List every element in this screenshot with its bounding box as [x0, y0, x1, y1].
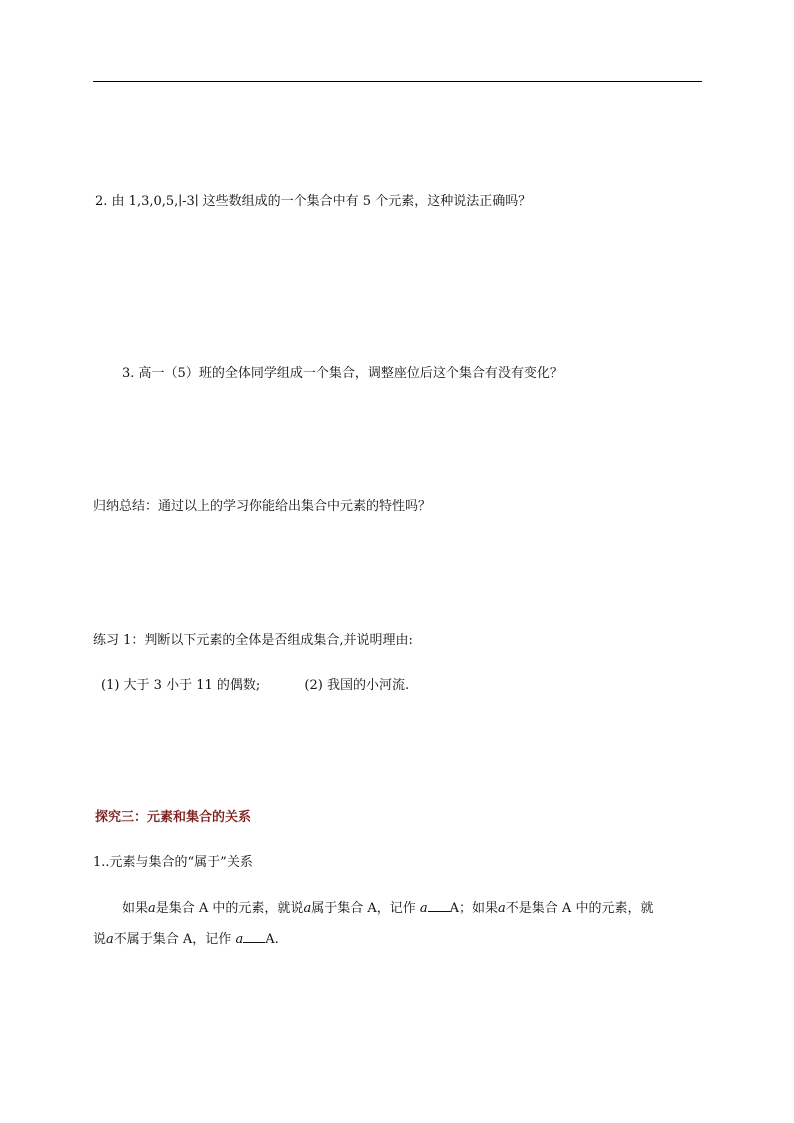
- header-rule: [93, 81, 702, 82]
- fill-blank: [243, 930, 265, 943]
- practice-item-2: (2) 我国的小河流.: [304, 678, 410, 693]
- variable-a: a: [498, 901, 506, 916]
- variable-a: a: [106, 932, 114, 947]
- variable-a: a: [235, 932, 244, 947]
- question-2-text: 由 1,3,0,5,∣-3∣ 这些数组成的一个集合中有 5 个元素，这种说法正确吗？: [111, 194, 532, 209]
- fill-blank: [428, 899, 450, 912]
- membership-paragraph-line-1: [122, 899, 653, 918]
- practice-item-1: (1) 大于 3 小于 11 的偶数;: [101, 678, 261, 693]
- question-3-number: 3.: [122, 366, 135, 381]
- para1-text-4: A；如果: [449, 901, 499, 916]
- para2-text-3: A.: [265, 932, 279, 947]
- question-3: [122, 365, 563, 383]
- section-heading: 探究三：元素和集合的关系: [95, 810, 252, 825]
- membership-paragraph-line-2: [93, 930, 279, 949]
- para2-text-2: 不属于集合 A，记作: [113, 932, 232, 947]
- question-2: [95, 193, 531, 211]
- para1-text-5: 不是集合 A 中的元素，就: [505, 901, 654, 916]
- para1-text-1: 如果: [122, 901, 149, 916]
- question-2-number: 2.: [95, 194, 108, 209]
- variable-a: a: [148, 901, 156, 916]
- para2-text-1: 说: [93, 932, 107, 947]
- question-3-text: 高一（5）班的全体同学组成一个集合，调整座位后这个集合有没有变化？: [138, 366, 563, 381]
- variable-a: a: [419, 901, 428, 916]
- practice-title: 练习 1：判断以下元素的全体是否组成集合,并说明理由:: [93, 633, 413, 648]
- practice-items: [101, 677, 409, 695]
- section-sub-heading: 1..元素与集合的“属于”关系: [93, 855, 253, 870]
- variable-a: a: [303, 901, 312, 916]
- para1-text-2: 是集合 A 中的元素，就说: [155, 901, 304, 916]
- summary-prompt: 归纳总结：通过以上的学习你能给出集合中元素的特性吗？: [93, 499, 432, 514]
- para1-text-3: 属于集合 A，记作: [311, 901, 416, 916]
